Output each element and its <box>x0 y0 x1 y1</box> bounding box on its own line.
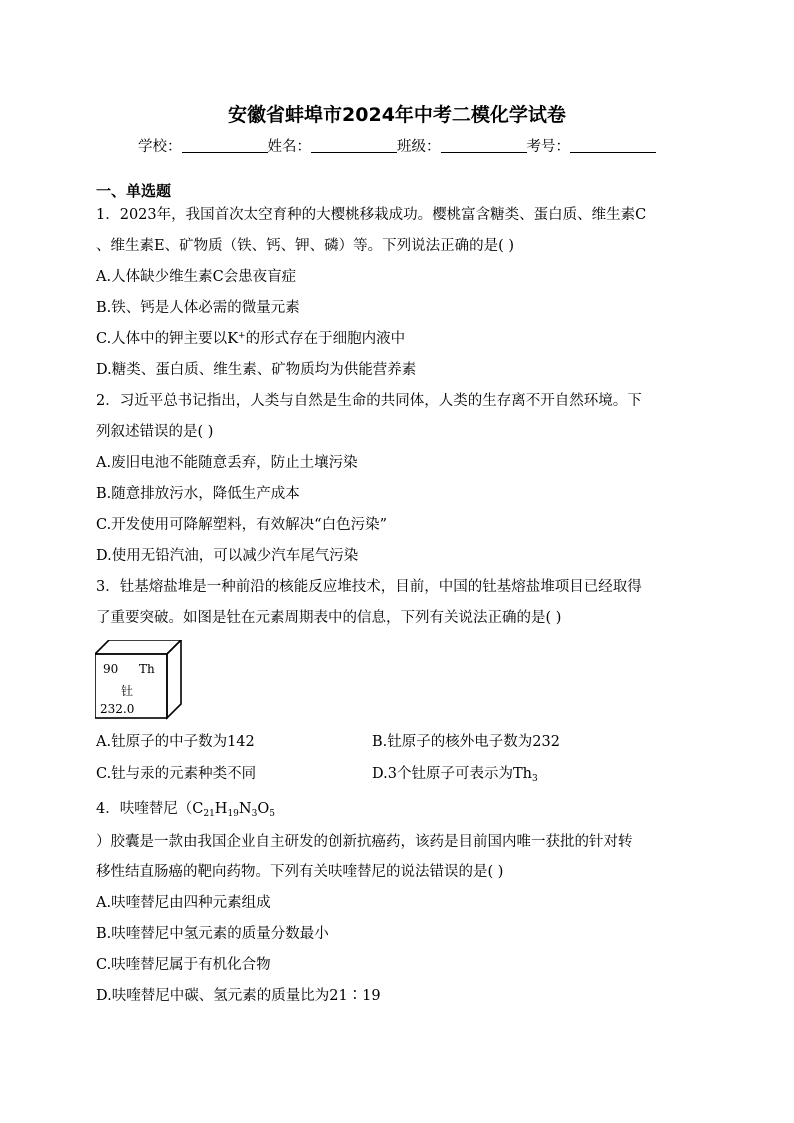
q1-option-c <box>96 329 405 349</box>
q4-stem-line1 <box>96 799 275 819</box>
element-name: 钍 <box>121 684 134 698</box>
exam-title: 安徽省蚌埠市2024年中考二模化学试卷 <box>228 104 566 126</box>
fruquintinib-formula: $C_{21}H_{19}N_3O_5$ <box>192 801 275 819</box>
q3-option-c: C.钍与汞的元素种类不同 <box>96 766 257 782</box>
section-heading: 一、单选题 <box>96 182 172 200</box>
q4-stem-line2: ）胶囊是一款由我国企业自主研发的创新抗癌药，该药是目前国内唯一获批的针对转 <box>96 834 633 850</box>
q1-option-d: D.糖类、蛋白质、维生素、矿物质均为供能营养素 <box>96 362 417 378</box>
q3-stem-line1: 3．钍基熔盐堆是一种前沿的核能反应堆技术，目前，中国的钍基熔盐堆项目已经取得 <box>96 579 642 595</box>
q2-option-b: B.随意排放污水，降低生产成本 <box>96 486 300 502</box>
q4-option-a: A.呋喹替尼由四种元素组成 <box>96 895 271 911</box>
q4-option-d: D.呋喹替尼中碳、氢元素的质量比为21∶19 <box>96 988 381 1004</box>
q4-option-b: B.呋喹替尼中氢元素的质量分数最小 <box>96 926 329 942</box>
q1-c-pre: C.人体中的钾主要以 <box>96 331 228 347</box>
element-symbol: Th <box>139 662 155 676</box>
atomic-mass: 232.0 <box>100 702 135 716</box>
q4-stem-pre: 4．呋喹替尼（ <box>96 801 193 817</box>
q3-d-pre: D.3个钍原子可表示为 <box>372 766 513 782</box>
q2-stem-line1: 2．习近平总书记指出，人类与自然是生命的共同体，人类的生存离不开自然环境。下 <box>96 393 642 409</box>
student-info-line <box>0 135 794 156</box>
q1-option-a: A.人体缺少维生素C会患夜盲症 <box>96 269 297 285</box>
q1-stem-line1: 1．2023年，我国首次太空育种的大樱桃移栽成功。樱桃富含糖类、蛋白质、维生素C <box>96 207 647 223</box>
school-label: 学校： <box>138 139 182 155</box>
q1-option-b: B.铁、钙是人体必需的微量元素 <box>96 300 300 316</box>
number-label: 考号： <box>526 139 570 155</box>
q1-c-post: 的形式存在于细胞内液中 <box>245 331 406 347</box>
q2-stem-line2: 列叙述错误的是( ) <box>96 424 214 440</box>
q1-stem-line2: 、维生素E、矿物质（铁、钙、钾、磷）等。下列说法正确的是( ) <box>96 238 515 254</box>
thorium-formula: $Th_3$ <box>512 766 538 784</box>
thorium-element-card <box>95 640 183 720</box>
q3-option-b: B.钍原子的核外电子数为232 <box>372 734 560 750</box>
q3-option-a: A.钍原子的中子数为142 <box>96 734 255 750</box>
q3-option-d <box>372 764 538 784</box>
q2-option-a: A.废旧电池不能随意丢弃，防止土壤污染 <box>96 455 358 471</box>
atomic-number: 90 <box>103 662 119 676</box>
class-label: 班级： <box>397 139 441 155</box>
name-blank[interactable] <box>311 138 397 153</box>
name-label: 姓名： <box>267 139 311 155</box>
q3-stem-line2: 了重要突破。如图是钍在元素周期表中的信息，下列有关说法正确的是( ) <box>96 610 562 626</box>
class-blank[interactable] <box>441 138 527 153</box>
q4-stem-line3: 移性结直肠癌的靶向药物。下列有关呋喹替尼的说法错误的是( ) <box>96 864 504 880</box>
q4-option-c: C.呋喹替尼属于有机化合物 <box>96 957 271 973</box>
q2-option-d: D.使用无铅汽油，可以减少汽车尾气污染 <box>96 548 359 564</box>
potassium-ion: K+ <box>227 331 246 347</box>
q2-option-c: C.开发使用可降解塑料，有效解决“白色污染” <box>96 517 388 533</box>
school-blank[interactable] <box>182 138 268 153</box>
number-blank[interactable] <box>570 138 656 153</box>
